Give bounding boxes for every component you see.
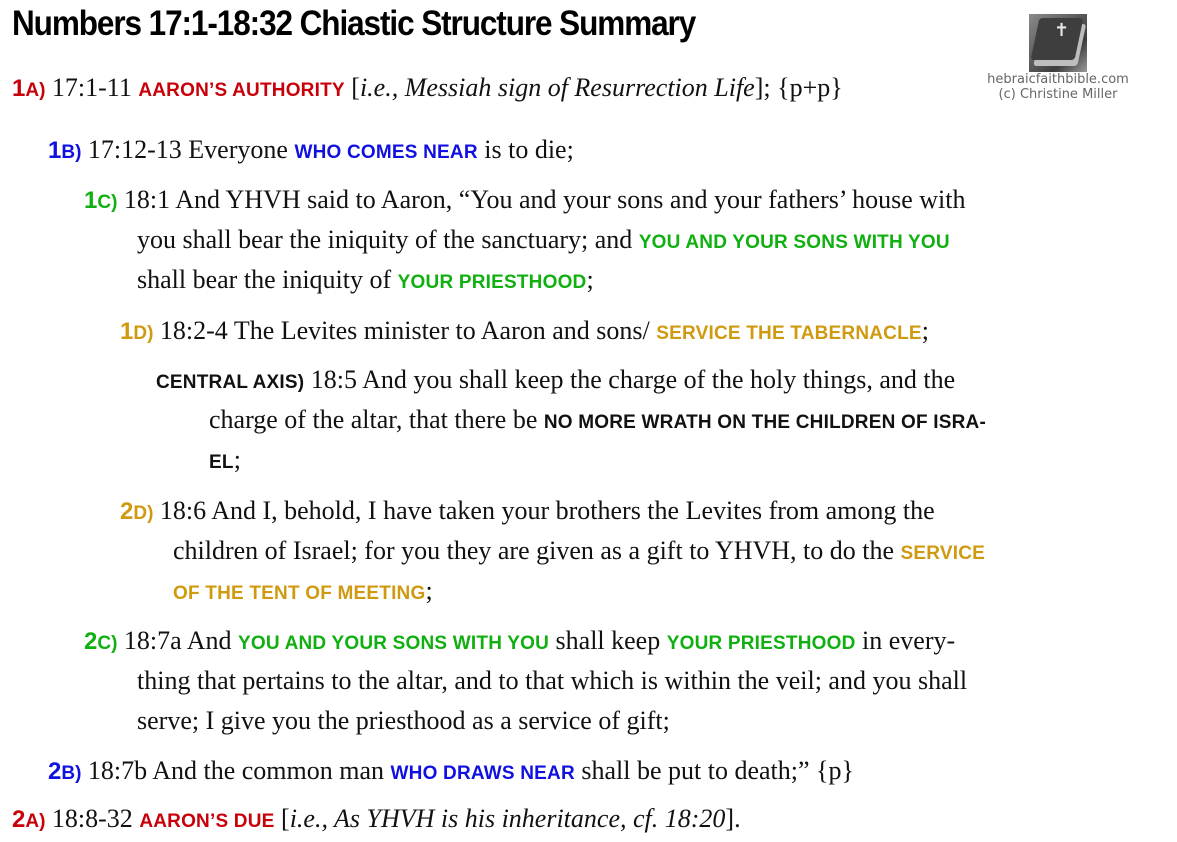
entry-2a bbox=[12, 799, 741, 842]
entry-text: 18:5 And you shall keep the charge of the holy things, and the bbox=[310, 365, 956, 394]
entry-ref: 17:1-11 bbox=[51, 73, 132, 102]
entry-text: ; bbox=[586, 265, 594, 294]
entry-text: 18:1 And YHVH said to Aaron, “You and your sons and your fathers’ house with bbox=[123, 185, 966, 214]
entry-text: charge of the altar, that there be bbox=[209, 405, 538, 434]
entry-highlight: YOU AND YOUR SONS WITH YOU bbox=[238, 633, 550, 654]
entry-text: shall be put to death;” {p} bbox=[574, 756, 854, 785]
entry-highlight: YOU AND YOUR SONS WITH YOU bbox=[638, 232, 950, 253]
entry-label: 2B) bbox=[48, 758, 82, 785]
entry-2c-line3 bbox=[137, 701, 670, 741]
entry-2c bbox=[84, 621, 955, 664]
entry-text: ; bbox=[233, 445, 241, 474]
entry-highlight: AARON’S DUE bbox=[139, 811, 275, 832]
entry-highlight: YOUR PRIESTHOOD bbox=[666, 633, 856, 654]
entry-ref: 17:12-13 Everyone bbox=[87, 135, 288, 164]
entry-text: 18:2-4 The Levites minister to Aaron and sons/ bbox=[159, 316, 650, 345]
entry-2b bbox=[48, 751, 854, 794]
entry-text: ; bbox=[921, 316, 930, 345]
entry-1d bbox=[120, 311, 929, 354]
entry-text: [ bbox=[274, 804, 290, 833]
entry-1c-line3 bbox=[137, 260, 594, 303]
entry-label: CENTRAL AXIS) bbox=[156, 372, 305, 393]
entry-highlight: SERVICE bbox=[900, 543, 986, 564]
entry-central-axis-line2 bbox=[209, 400, 986, 443]
entry-text: ]; {p+p} bbox=[754, 73, 843, 102]
entry-ref: 18:7a And bbox=[123, 626, 232, 655]
entry-label: 1B) bbox=[48, 137, 82, 164]
entry-text: is to die; bbox=[477, 135, 574, 164]
entry-1a bbox=[12, 68, 843, 111]
entry-label: 2D) bbox=[120, 498, 154, 525]
entry-highlight: WHO DRAWS NEAR bbox=[390, 763, 575, 784]
entry-text: you shall bear the iniquity of the sanctuary; and bbox=[137, 225, 633, 254]
entry-text: shall bear the iniquity of bbox=[137, 265, 392, 294]
entry-text: in every- bbox=[862, 626, 956, 655]
entry-highlight: YOUR PRIESTHOOD bbox=[397, 272, 587, 293]
entry-2c-line2 bbox=[137, 661, 967, 701]
entry-highlight: NO MORE WRATH ON THE CHILDREN OF ISRA- bbox=[543, 412, 986, 433]
logo bbox=[983, 14, 1133, 102]
entry-text: shall keep bbox=[555, 626, 661, 655]
entry-label: 2C) bbox=[84, 628, 118, 655]
entry-1c bbox=[84, 180, 965, 223]
bible-book-icon: ✝ bbox=[1029, 14, 1087, 72]
logo-copyright: (c) Christine Miller bbox=[998, 87, 1118, 102]
entry-italic: i.e., As YHVH is his inheritance, cf. 18:20 bbox=[289, 804, 726, 833]
entry-label: 2A) bbox=[12, 806, 46, 833]
entry-ref: 18:8-32 bbox=[51, 804, 133, 833]
entry-label: 1C) bbox=[84, 187, 118, 214]
entry-highlight: EL bbox=[209, 452, 234, 473]
entry-text: 18:6 And I, behold, I have taken your brothers the Levites from among the bbox=[159, 496, 935, 525]
entry-text: ]. bbox=[725, 804, 741, 833]
entry-1c-line2 bbox=[137, 220, 950, 263]
entry-highlight: WHO COMES NEAR bbox=[294, 142, 478, 163]
entry-text: ; bbox=[425, 576, 433, 605]
entry-2d-line2 bbox=[173, 531, 985, 574]
logo-site: hebraicfaithbible.com bbox=[987, 72, 1129, 87]
entry-ref: 18:7b And the common man bbox=[87, 756, 385, 785]
entry-text: thing that pertains to the altar, and to that which is within the veil; and you shall bbox=[137, 666, 968, 695]
page-title: Numbers 17:1-18:32 Chiastic Structure Summary bbox=[12, 4, 696, 43]
entry-text: children of Israel; for you they are given as a gift to YHVH, to do the bbox=[173, 536, 895, 565]
entry-highlight: OF THE TENT OF MEETING bbox=[173, 583, 426, 604]
entry-label: 1A) bbox=[12, 75, 46, 102]
entry-central-axis bbox=[156, 360, 955, 403]
entry-highlight: AARON’S AUTHORITY bbox=[138, 80, 345, 101]
entry-2d-line3 bbox=[173, 571, 433, 614]
entry-text: serve; I give you the priesthood as a service of gift; bbox=[137, 706, 670, 735]
entry-highlight: SERVICE THE TABERNACLE bbox=[656, 323, 922, 344]
entry-1b bbox=[48, 130, 574, 173]
entry-label: 1D) bbox=[120, 318, 154, 345]
entry-text: [ bbox=[344, 73, 360, 102]
entry-italic: i.e., Messiah sign of Resurrection Life bbox=[359, 73, 755, 102]
entry-2d bbox=[120, 491, 935, 534]
entry-central-axis-line3 bbox=[209, 440, 241, 483]
